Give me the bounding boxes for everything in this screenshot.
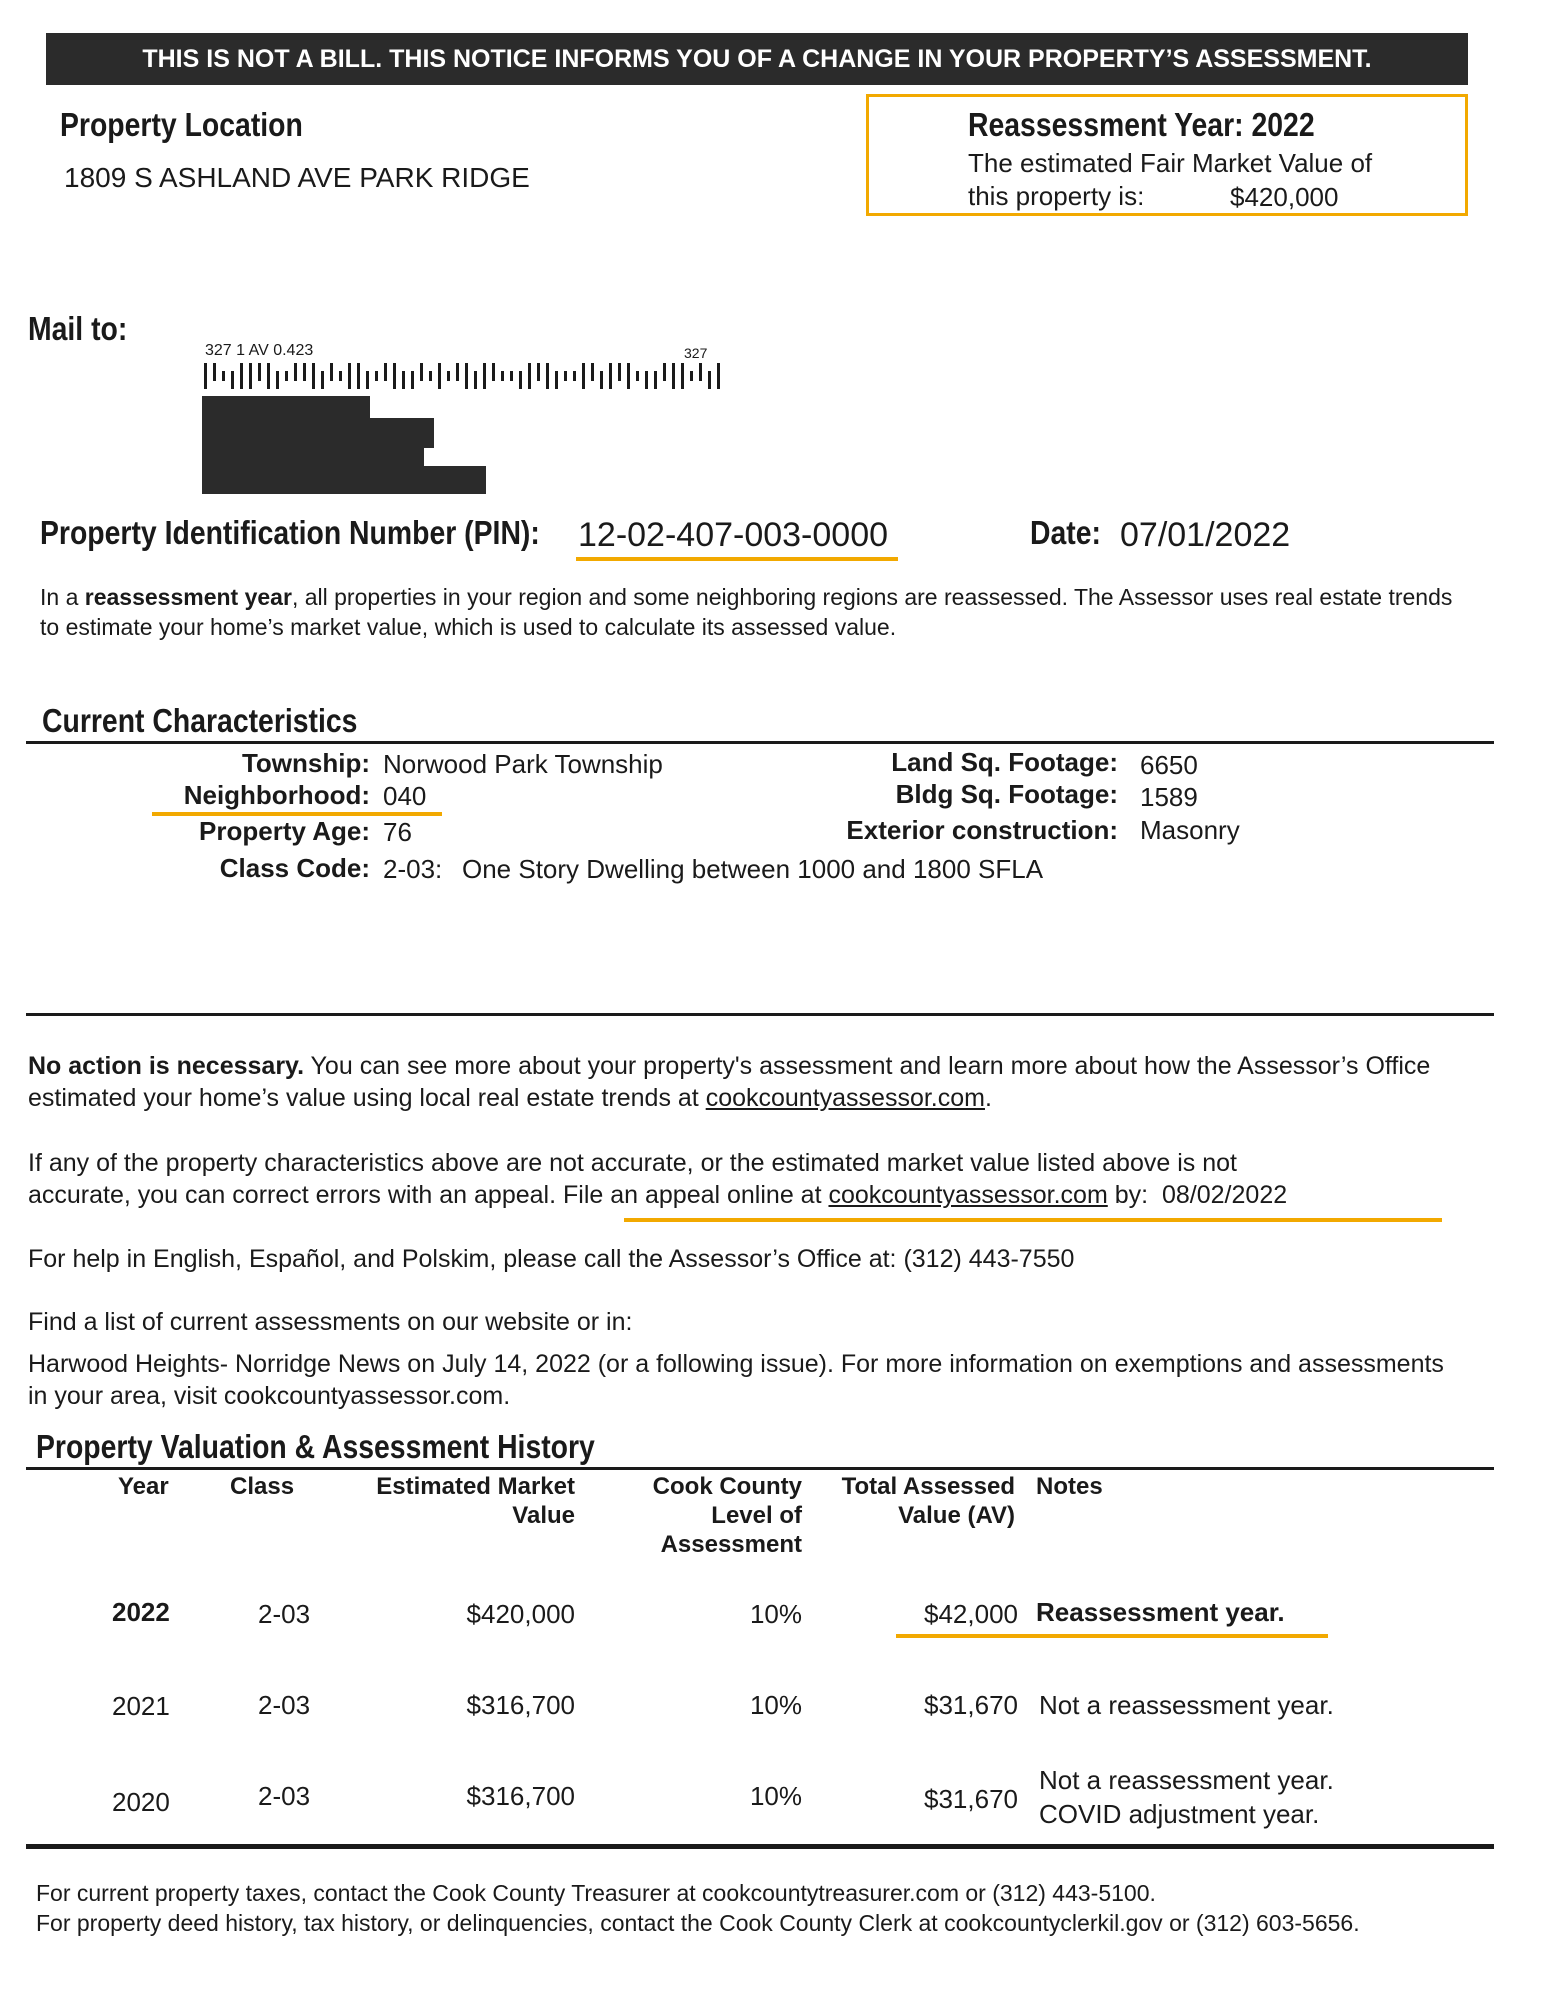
barcode-code-left: 327 1 AV 0.423 bbox=[205, 342, 314, 359]
divider bbox=[26, 1844, 1494, 1849]
assessor-website-link[interactable]: cookcountyassessor.com bbox=[705, 1084, 985, 1112]
table-row-level: 10% bbox=[749, 1599, 802, 1629]
redacted-address bbox=[202, 448, 424, 466]
redacted-address bbox=[202, 418, 434, 448]
class-code-description: One Story Dwelling between 1000 and 1800 SFLA bbox=[462, 854, 1044, 884]
table-row-emv: $420,000 bbox=[466, 1599, 575, 1629]
land-sqft-value: 6650 bbox=[1140, 750, 1198, 780]
table-row-note: Reassessment year. bbox=[1036, 1597, 1285, 1627]
date-label: Date: bbox=[1030, 514, 1101, 551]
bldg-sqft-label: Bldg Sq. Footage: bbox=[895, 779, 1118, 809]
appeal-website-link[interactable]: cookcountyassessor.com bbox=[828, 1181, 1108, 1209]
table-row-emv: $316,700 bbox=[466, 1781, 575, 1811]
table-row-year: 2021 bbox=[112, 1691, 170, 1721]
exterior-construction-value: Masonry bbox=[1140, 815, 1240, 845]
pin-value: 12-02-407-003-0000 bbox=[578, 516, 889, 554]
property-age-label: Property Age: bbox=[199, 816, 370, 846]
table-row-av: $31,670 bbox=[924, 1784, 1018, 1814]
table-row-year: 2020 bbox=[112, 1787, 170, 1817]
appeal-deadline: 08/02/2022 bbox=[1162, 1181, 1288, 1209]
township-value: Norwood Park Township bbox=[383, 749, 663, 779]
divider bbox=[26, 1013, 1494, 1016]
appeal-paragraph-line2: accurate, you can correct errors with an appeal. File an appeal online at cookcountyassessor.com by: 08/02/2022 bbox=[28, 1181, 1288, 1209]
table-row-av: $42,000 bbox=[924, 1599, 1018, 1629]
appeal-paragraph-line1: If any of the property characteristics above are not accurate, or the estimated market value listed above is not bbox=[28, 1149, 1237, 1177]
table-row-av: $31,670 bbox=[924, 1690, 1018, 1720]
table-row-level: 10% bbox=[749, 1690, 802, 1720]
history-title: Property Valuation & Assessment History bbox=[36, 1428, 595, 1465]
class-code-value: 2-03: bbox=[383, 854, 443, 884]
fmv-text-line2: this property is: bbox=[968, 181, 1145, 211]
newspaper-paragraph: Harwood Heights- Norridge News on July 14, 2022 (or a following issue). For more information on exemptions and assessments in your area, visit cookcountyassessor.com. bbox=[28, 1350, 1444, 1410]
exterior-construction-label: Exterior construction: bbox=[846, 815, 1118, 845]
class-code-label: Class Code: bbox=[219, 853, 370, 883]
av-underline bbox=[896, 1634, 1328, 1638]
col-header-av: Total Assessed Value (AV) bbox=[841, 1473, 1015, 1529]
mail-to-label: Mail to: bbox=[28, 310, 128, 347]
current-characteristics-title: Current Characteristics bbox=[42, 702, 358, 739]
redacted-address bbox=[202, 466, 486, 494]
col-header-notes: Notes bbox=[1036, 1473, 1103, 1500]
footer-treasurer-line: For current property taxes, contact the Cook County Treasurer at cookcountytreasurer.com or (312) 443-5100. bbox=[36, 1880, 1156, 1906]
neighborhood-label: Neighborhood: bbox=[183, 780, 370, 810]
property-location-label: Property Location bbox=[60, 106, 303, 143]
intro-paragraph: In a reassessment year, all properties in your region and some neighboring regions are reassessed. The Assessor uses real estate trends to estimate your home’s market value, which is used to calculate its assessed value. bbox=[40, 584, 1453, 640]
pin-underline bbox=[576, 557, 898, 561]
col-header-year: Year bbox=[118, 1473, 169, 1500]
property-address: 1809 S ASHLAND AVE PARK RIDGE bbox=[64, 162, 530, 193]
postal-barcode bbox=[204, 363, 724, 393]
help-phone-paragraph: For help in English, Español, and Polskim, please call the Assessor’s Office at: (312) 443-7550 bbox=[28, 1245, 1075, 1273]
pin-label: Property Identification Number (PIN): bbox=[40, 514, 540, 551]
fair-market-value: $420,000 bbox=[1230, 182, 1339, 212]
table-row-year: 2022 bbox=[112, 1597, 170, 1627]
divider bbox=[26, 741, 1494, 744]
township-label: Township: bbox=[241, 748, 370, 778]
reassessment-year-title: Reassessment Year: 2022 bbox=[968, 106, 1315, 143]
table-row-level: 10% bbox=[749, 1781, 802, 1811]
table-row-note: Not a reassessment year. bbox=[1039, 1765, 1334, 1795]
assessment-list-paragraph: Find a list of current assessments on our website or in: bbox=[28, 1308, 633, 1336]
no-action-paragraph: No action is necessary. You can see more about your property's assessment and learn more about how the Assessor’s Office estimated your home’s value using local real estate trends at cookcountyassessor.com. bbox=[28, 1052, 1431, 1112]
table-row-emv: $316,700 bbox=[466, 1690, 575, 1720]
table-row-class: 2-03 bbox=[258, 1690, 311, 1720]
table-row-note-2: COVID adjustment year. bbox=[1039, 1799, 1320, 1829]
divider bbox=[26, 1467, 1494, 1470]
footer-clerk-line: For property deed history, tax history, or delinquencies, contact the Cook County Clerk at cookcountyclerkil.gov or (312) 603-5656. bbox=[36, 1910, 1360, 1936]
notice-banner: THIS IS NOT A BILL. THIS NOTICE INFORMS YOU OF A CHANGE IN YOUR PROPERTY’S ASSESSMENT. bbox=[46, 33, 1468, 85]
land-sqft-label: Land Sq. Footage: bbox=[891, 747, 1118, 777]
property-age-value: 76 bbox=[383, 817, 412, 847]
bldg-sqft-value: 1589 bbox=[1140, 782, 1198, 812]
table-row-class: 2-03 bbox=[258, 1781, 311, 1811]
barcode-code-right: 327 bbox=[684, 345, 708, 361]
neighborhood-value: 040 bbox=[383, 781, 427, 811]
col-header-class: Class bbox=[230, 1473, 295, 1500]
col-header-level: Cook County Level of Assessment bbox=[652, 1473, 802, 1558]
fmv-text-line1: The estimated Fair Market Value of bbox=[968, 148, 1373, 178]
date-value: 07/01/2022 bbox=[1120, 516, 1291, 554]
appeal-underline bbox=[624, 1218, 1442, 1222]
table-row-note: Not a reassessment year. bbox=[1039, 1690, 1334, 1720]
col-header-emv: Estimated Market Value bbox=[376, 1473, 575, 1529]
table-row-class: 2-03 bbox=[258, 1599, 311, 1629]
